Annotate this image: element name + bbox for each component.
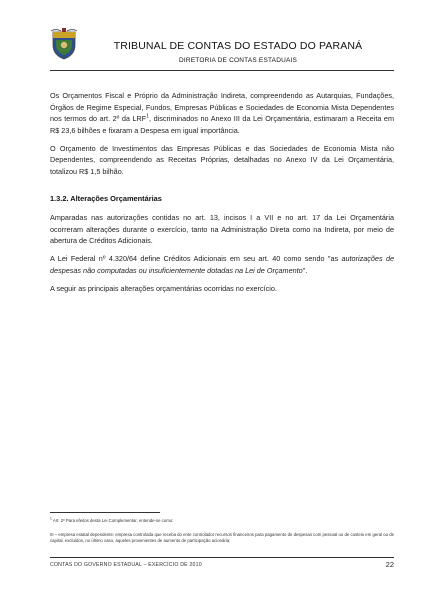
paragraph-text: , discriminados no Anexo III da Lei Orçamentária, estimaram a Receita em R$ 23,6 bilhões e fixaram a Despesa em igual importância. bbox=[50, 114, 394, 135]
quoted-definition: autorizações de despesas não computadas ou insuficientemente dotadas na Lei de Orçamento bbox=[50, 254, 395, 275]
paragraph-text: A Lei Federal nº 4.320/64 define Créditos Adicionais em seu art. 40 como sendo "as bbox=[50, 254, 342, 263]
paragraph-budget-changes: Amparadas nas autorizações contidas no art. 13, incisos I a VII e no art. 17 da Lei Orçamentária ocorreram alterações durante o exercício, tanto na Administração Direta como na Indireta, por meio de abertura de Créditos Adicionais. bbox=[50, 213, 394, 245]
footnote-divider bbox=[50, 512, 160, 513]
paragraph-additional-credits bbox=[50, 253, 394, 276]
footnote-text: Art. 2º Para efeitos desta Lei Complementar, entende-se como: bbox=[51, 518, 174, 523]
parana-coat-of-arms-logo bbox=[50, 28, 78, 60]
footnote-continuation: III – empresa estatal dependente: empresa controlada que receba do ente controlador recursos financeiros para pagamento de despesas com pessoal ou de custeio em geral ou de capital, excluídos, no último caso, aqueles provenientes de aumento de participação acionária; bbox=[50, 532, 394, 543]
footnote-reference: 1 bbox=[146, 113, 149, 120]
paragraph-text: ". bbox=[302, 265, 308, 275]
page-number: 22 bbox=[385, 560, 394, 569]
header-title: TRIBUNAL DE CONTAS DO ESTADO DO PARANÁ bbox=[113, 40, 363, 52]
footer-divider bbox=[50, 557, 394, 558]
footnote-marker: 1 bbox=[50, 516, 52, 521]
body-content bbox=[50, 90, 394, 301]
paragraph-fiscal-budget bbox=[50, 90, 394, 136]
header-subtitle: DIRETORIA DE CONTAS ESTADUAIS bbox=[178, 57, 298, 64]
paragraph-investment-budget: O Orçamento de Investimentos das Empresas Públicas e das Sociedades de Economia Mista não Dependentes, compreendendo as Receitas Próprias, detalhadas no Anexo IV da Lei Orçamentária, totalizou R$ 1,5 bilhão. bbox=[50, 143, 394, 176]
section-heading: 1.3.2. Alterações Orçamentárias bbox=[50, 194, 162, 203]
footnote-1 bbox=[50, 518, 394, 524]
footer-caption: CONTAS DO GOVERNO ESTADUAL – EXERCÍCIO DE 2010 bbox=[50, 562, 202, 568]
paragraph-text: Os Orçamentos Fiscal e Próprio da Administração Indireta, compreendendo as Autarquias, Fundações, Órgãos de Regime Especial, Fundos, Empresas Públicas e Sociedades de Economia Mista Dependentes nos termos do art. 2º da LRF bbox=[50, 91, 394, 123]
header-divider bbox=[50, 70, 394, 71]
paragraph-intro-list: A seguir as principais alterações orçamentárias ocorridas no exercício. bbox=[50, 283, 277, 293]
